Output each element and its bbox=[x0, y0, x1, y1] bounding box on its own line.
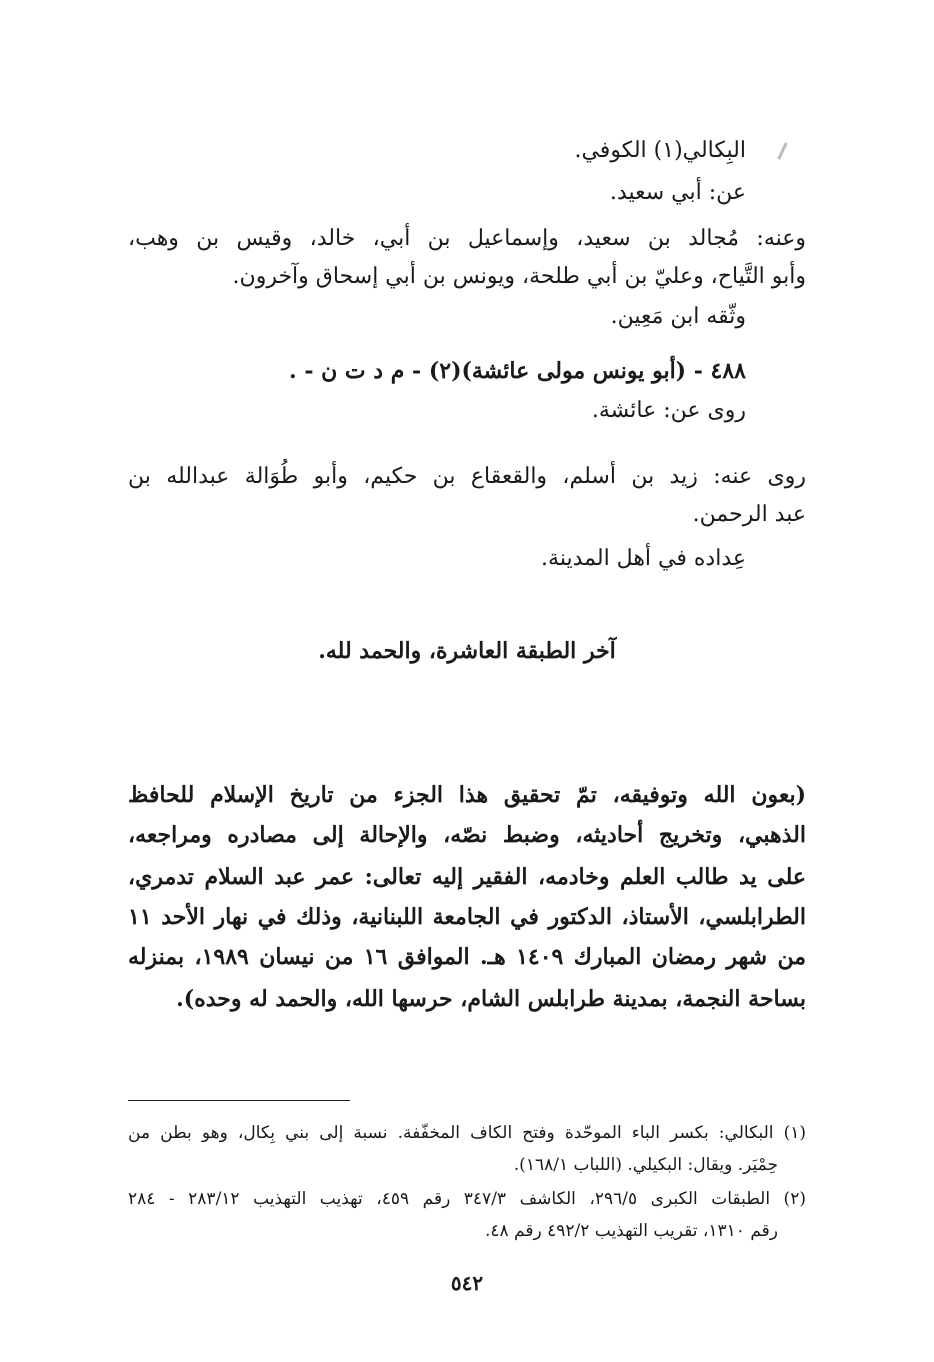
colophon-line-3: على يد طالب العلم وخادمه، الفقير إليه تعالى: عمر عبد السلام تدمري، bbox=[128, 864, 806, 890]
page-number: ٥٤٢ bbox=[450, 1271, 484, 1295]
footnote-separator bbox=[128, 1100, 350, 1101]
colophon-line-5: من شهر رمضان المبارك ١٤٠٩ هـ. الموافق ١٦ من نيسان ١٩٨٩، بمنزله bbox=[128, 944, 807, 970]
closing-heading: آخر الطبقة العاشرة، والحمد لله. bbox=[318, 638, 616, 664]
colophon-line-4: الطرابلسي، الأستاذ، الدكتور في الجامعة اللبنانية، وذلك في نهار الأحد ١١ bbox=[128, 904, 806, 930]
entry-heading: ٤٨٨ - (أبو يونس مولى عائشة)(٢) - م د ت ن - . bbox=[289, 358, 746, 384]
colophon-line-1: (بعون الله وتوفيقه، تمّ تحقيق هذا الجزء من تاريخ الإسلام للحافظ bbox=[128, 782, 806, 808]
text-line-7: روى عن: عائشة. bbox=[591, 398, 746, 423]
scan-mark bbox=[777, 142, 787, 160]
footnote-1-line-1: (١) البكالي: بكسر الباء الموحّدة وفتح الكاف المخفّفة. نسبة إلى بني بِكال، وهو بطن من bbox=[128, 1123, 806, 1143]
footnote-2-line-2: رقم ١٣١٠، تقريب التهذيب ٤٩٢/٢ رقم ٤٨. bbox=[484, 1221, 778, 1241]
text-line-3: وعنه: مُجالد بن سعيد، وإسماعيل بن أبي، خالد، وقيس بن وهب، bbox=[128, 226, 806, 251]
text-line-4: وأبو التَّياح، وعليّ بن أبي طلحة، ويونس بن أبي إسحاق وآخرون. bbox=[232, 264, 806, 289]
text-line-5: وثّقه ابن مَعِين. bbox=[610, 304, 746, 329]
text-line-9: عبد الرحمن. bbox=[692, 502, 806, 527]
colophon-line-2: الذهبي، وتخريج أحاديثه، وضبط نصّه، والإحالة إلى مصادره ومراجعه، bbox=[128, 822, 806, 848]
text-line-8: روى عنه: زيد بن أسلم، والقعقاع بن حكيم، وأبو طُوَالة عبدالله بن bbox=[128, 464, 806, 489]
text-line-2: عن: أبي سعيد. bbox=[609, 180, 746, 205]
footnote-2-line-1: (٢) الطبقات الكبرى ٢٩٦/٥، الكاشف ٣٤٧/٣ رقم ٤٥٩، تهذيب التهذيب ٢٨٣/١٢ - ٢٨٤ bbox=[128, 1189, 806, 1209]
footnote-1-line-2: حِمْيَر. ويقال: البكيلي. (اللباب ١٦٨/١). bbox=[513, 1155, 778, 1175]
text-line-1: البِكالي(١) الكوفي. bbox=[574, 138, 746, 163]
text-line-10: عِداده في أهل المدينة. bbox=[541, 546, 746, 571]
colophon-line-6: بساحة النجمة، بمدينة طرابلس الشام، حرسها الله، والحمد له وحده). bbox=[176, 986, 806, 1012]
